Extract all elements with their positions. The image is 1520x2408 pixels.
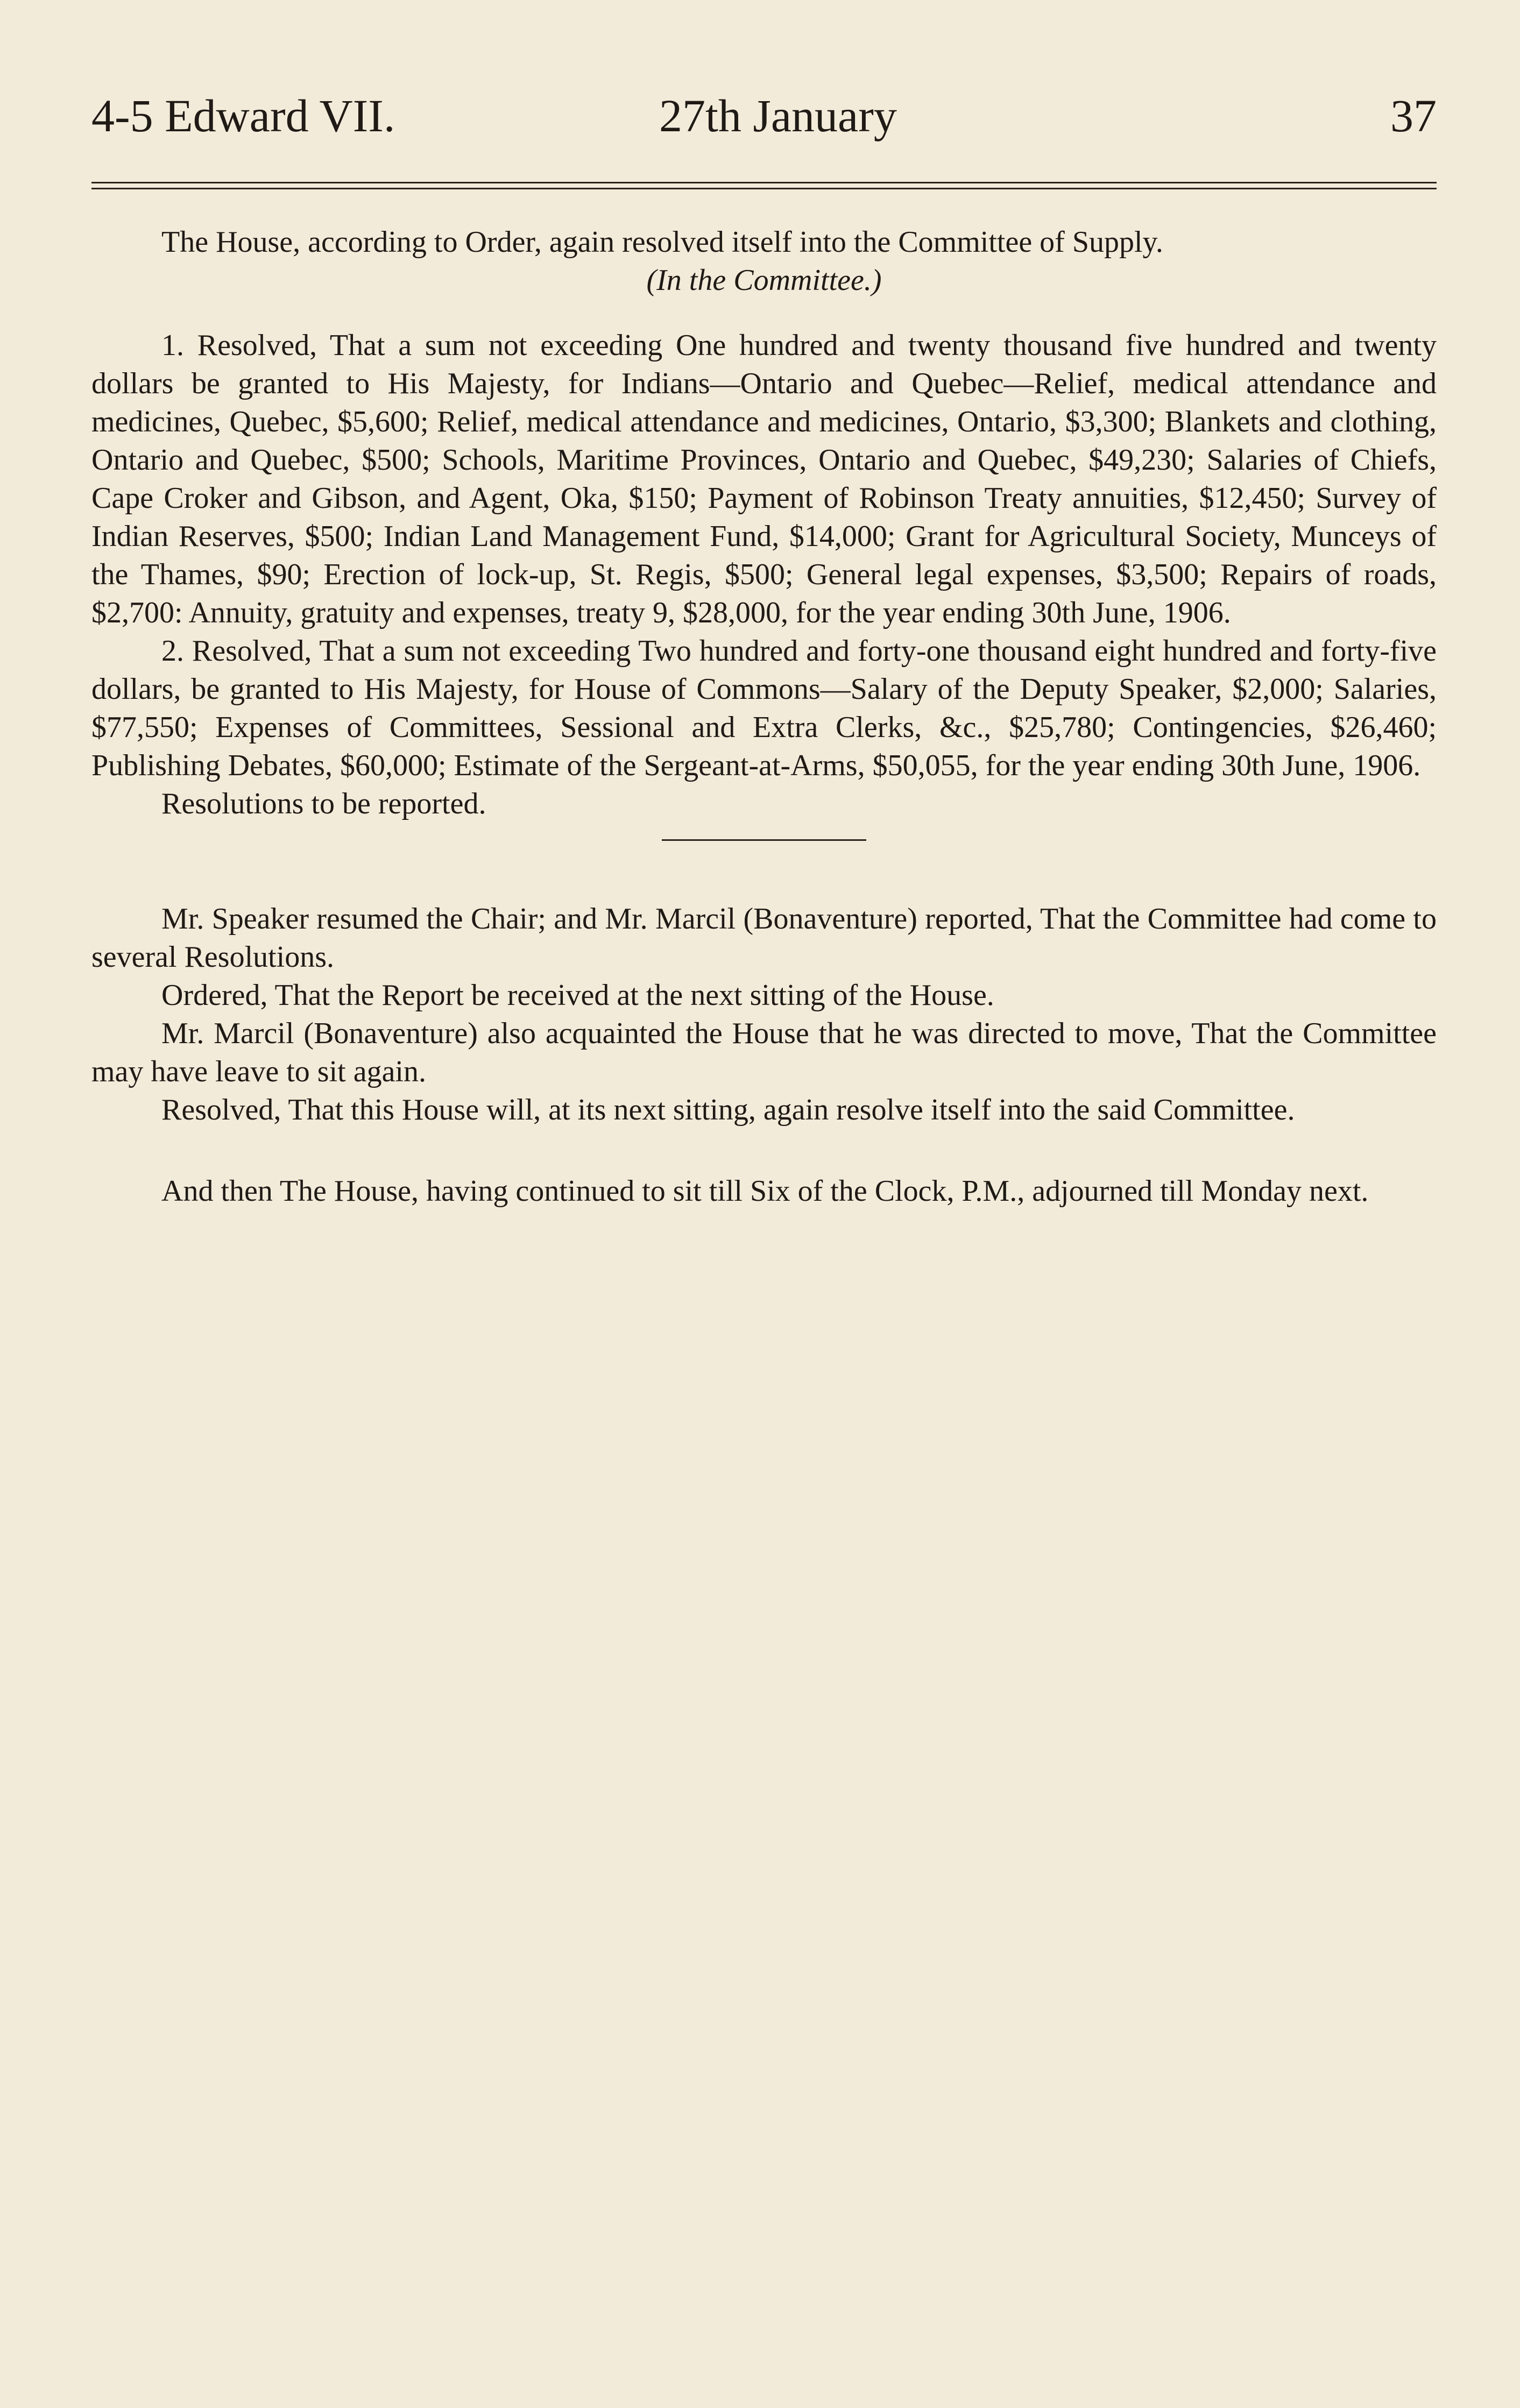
resolution-1-paragraph: 1. Resolved, That a sum not exceeding One hundred and twenty thousand five hundred and twenty dollars be granted to His Majesty, for Indians—Ontario and Quebec—Relief, medical attendance and medicines, Quebec, $5,600; Relief, medical attendance and medicines, Ontario, $3,300; Blankets and clothing, Ontario and Quebec, $500; Schools, Maritime Provinces, Ontario and Quebec, $49,230; Salaries of Chiefs, Cape Croker and Gibson, and Agent, Oka, $150; Payment of Robinson Treaty annuities, $12,450; Survey of Indian Reserves, $500; Indian Land Management Fund, $14,000; Grant for Agricultural Society, Munceys of the Thames, $90; Erection of lock-up, St. Regis, $500; General legal expenses, $3,500; Repairs of roads, $2,700: Annuity, gratuity and expenses, treaty 9, $28,000, for the year ending 30th June, 1906. (91, 329, 1437, 629)
committee-heading: (In the Committee.) (646, 264, 882, 297)
page-number: 37 (1390, 90, 1437, 141)
speaker-resumed-paragraph: Mr. Speaker resumed the Chair; and Mr. Marcil (Bonaventure) reported, That the Committee had come to several Resolutions. (91, 902, 1437, 974)
header-double-rule (91, 182, 1437, 189)
resolutions-reported-paragraph: Resolutions to be reported. (161, 787, 486, 820)
spacer (91, 1129, 1437, 1172)
section-divider (662, 839, 866, 841)
ordered-paragraph: Ordered, That the Report be received at the next sitting of the House. (161, 979, 994, 1012)
acquainted-paragraph: Mr. Marcil (Bonaventure) also acquainted the House that he was directed to move, That the Committee may have leave to sit again. (91, 1017, 1437, 1088)
resolution-2-paragraph: 2. Resolved, That a sum not exceeding Two hundred and forty-one thousand eight hundred and forty-five dollars, be granted to His Majesty, for House of Commons—Salary of the Deputy Speaker, $2,000; Salaries, $77,550; Expenses of Committees, Sessional and Extra Clerks, &c., $25,780; Contingencies, $26,460; Publishing Debates, $60,000; Estimate of the Sergeant-at-Arms, $50,055, for the year ending 30th June, 1906. (91, 634, 1437, 782)
adjourned-paragraph: And then The House, having continued to sit till Six of the Clock, P.M., adjourned till Monday next. (161, 1174, 1369, 1208)
page-header (91, 86, 1437, 145)
sitting-date: 27th January (659, 90, 897, 141)
journal-body (91, 223, 1437, 1210)
resolved-sit-paragraph: Resolved, That this House will, at its next sitting, again resolve itself into the said Committee. (161, 1093, 1295, 1127)
regnal-year: 4-5 Edward VII. (91, 90, 395, 141)
committee-of-supply-paragraph: The House, according to Order, again resolved itself into the Committee of Supply. (161, 225, 1163, 259)
